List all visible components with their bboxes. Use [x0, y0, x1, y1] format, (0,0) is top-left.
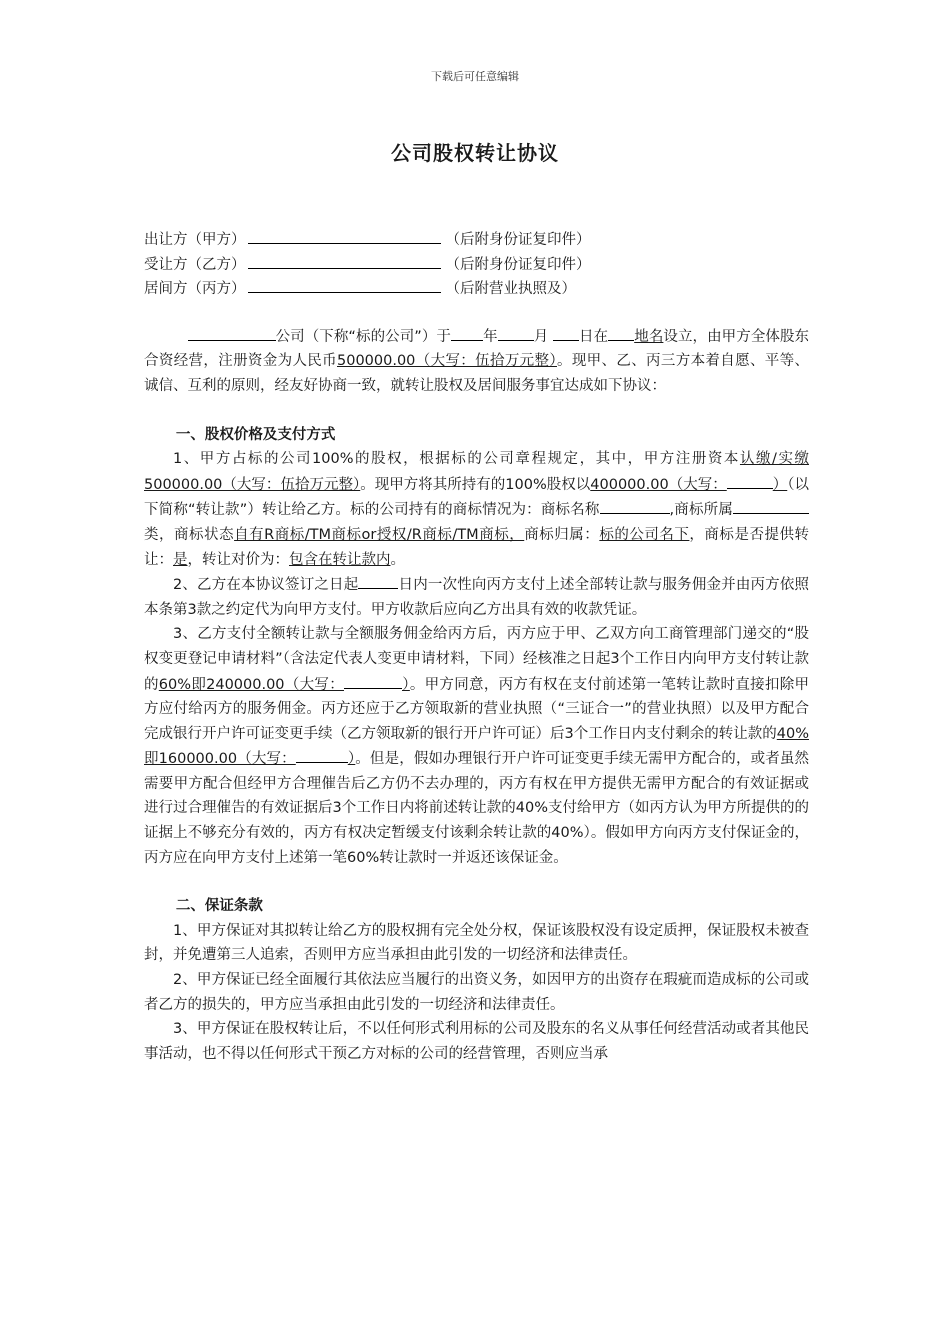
registered-capital: 500000.00（大写：伍拾万元整）: [337, 353, 557, 370]
trademark-name-blank: [600, 497, 670, 514]
trademark-status: 自有R商标/TM商标or授权/R商标/TM商标，: [234, 526, 525, 543]
party-line-transferee: [144, 251, 809, 276]
party-note: （后附身份证复印件）: [445, 256, 591, 273]
signature-blank: [248, 251, 441, 269]
intro-month: 月: [533, 328, 549, 345]
day-blank: [553, 324, 579, 341]
trademark-class-blank: [733, 497, 809, 514]
second-installment: 40%即160000.00（大写：: [144, 725, 809, 768]
intro-text: 。现甲、乙、丙三方本着自愿、平等、诚信、互利的原则，经友好协商一致，就转让股权及居间服务事宜达成如下协议：: [144, 353, 809, 394]
intro-day: 日在: [578, 328, 609, 345]
trademark-owner: 标的公司名下: [599, 526, 690, 543]
trademark-provided: 是: [173, 551, 188, 568]
document-body: [144, 226, 809, 1066]
clause-1-1: 1、甲方占标的公司100%的股权，根据标的公司章程规定，其中，甲方注册资本认缴/实缴 500000.00（大写：伍拾万元整）。现甲方将其所持有的100%股权以400000.00（大写： ）（以下简称“转让款”）转让给乙方。标的公司持有的商标情况为：商标名称 ,商标所属类，商标状态自有R商标/TM商标or授权/R商标/TM商标，商标归属：标的公司名下，商标是否提供转让：是，转让对价为：包含在转让款内。: [144, 451, 810, 568]
signature-blank: [248, 275, 441, 293]
party-label: 出让方（甲方）: [144, 232, 246, 248]
intro-year: 年: [483, 328, 498, 345]
intro-text: 设立，由甲方全体股东合资经营，注册资金为人民币: [144, 328, 810, 370]
party-label: 受让方（乙方）: [144, 256, 246, 273]
first-installment: 60%即240000.00（大写：: [158, 676, 344, 693]
party-label: 居间方（丙方）: [144, 281, 246, 298]
clause-2-1: 1、甲方保证对其拟转让给乙方的股权拥有完全处分权，保证该股权没有设定质押，保证股权未被查封，并免遭第三人追索，否则甲方应当承担由此引发的一切经济和法律责任。: [144, 922, 809, 964]
intro-text: 公司（下称“标的公司”）于: [275, 328, 451, 345]
paid-capital: 认缴/实缴 500000.00（大写：伍拾万元整）: [144, 451, 809, 493]
intro-place: 地名: [634, 328, 664, 345]
signature-blank: [248, 226, 441, 244]
year-blank: [451, 324, 483, 341]
section-heading: 二、保证条款: [175, 898, 263, 915]
month-blank: [498, 324, 534, 341]
company-name-blank: [188, 324, 276, 341]
amount-words-blank: [344, 672, 402, 689]
clause-1-3: 3、乙方支付全额转让款与全额服务佣金给丙方后，丙方应于甲、乙双方向工商管理部门递交的“股权变更登记申请材料”（含法定代表人变更申请材料，下同）经核准之日起3个工作日内向甲方支付转让款的60%即240000.00（大写： ）。甲方同意，丙方有权在支付前述第一笔转让款时直接扣除甲方应付给丙方的服务佣金。丙方还应于乙方领取新的营业执照（“三证合一”的营业执照）以及甲方配合完成银行开户许可证变更手续（乙方领取新的银行开户许可证）后3个工作日内支付剩余的转让款的40%即160000.00（大写： ）。但是，假如办理银行开户许可证变更手续无需甲方配合的，或者虽然需要甲方配合但经甲方合理催告后乙方仍不去办理的，丙方有权在甲方提供无需甲方配合的有效证据或进行过合理催告的有效证据后3个工作日内将前述转让款的40%支付给甲方（如丙方认为甲方所提供的的证据上不够充分有效的，丙方有权决定暂缓支付该剩余转让款的40%）。假如甲方向丙方支付保证金的，丙方应在向甲方支付上述第一笔60%转让款时一并返还该保证金。: [144, 626, 810, 866]
party-note: （后附营业执照及）: [445, 281, 576, 298]
place-blank: [608, 324, 634, 341]
clause-2-3: 3、甲方保证在股权转让后，不以任何形式利用标的公司及股东的名义从事任何经营活动或者其他民事活动，也不得以任何形式干预乙方对标的公司的经营管理，否则应当承: [144, 1021, 809, 1062]
amount-words-blank: [296, 746, 348, 763]
clause-1-2: 2、乙方在本协议签订之日起 日内一次性向丙方支付上述全部转让款与服务佣金并由丙方依照本条第3款之约定代为向甲方支付。甲方收款后应向乙方出具有效的收款凭证。: [144, 572, 809, 622]
document-title: 公司股权转让协议: [391, 141, 559, 165]
trademark-consideration: 包含在转让款内: [289, 551, 391, 568]
intro-paragraph: [144, 324, 809, 399]
header-note: 下载后可任意编辑: [431, 70, 519, 83]
days-blank: [358, 572, 398, 589]
clause-2-2: 2、甲方保证已经全面履行其依法应当履行的出资义务，如因甲方的出资存在瑕疵而造成标的公司或者乙方的损失的，甲方应当承担由此引发的一切经济和法律责任。: [144, 972, 809, 1013]
party-line-transferor: [144, 226, 809, 251]
party-line-intermediary: [144, 275, 809, 300]
party-note: （后附身份证复印件）: [445, 232, 591, 248]
transfer-price: 400000.00（大写：: [590, 476, 727, 493]
section-heading: 一、股权价格及支付方式: [175, 426, 336, 443]
amount-words-blank: [727, 472, 773, 489]
